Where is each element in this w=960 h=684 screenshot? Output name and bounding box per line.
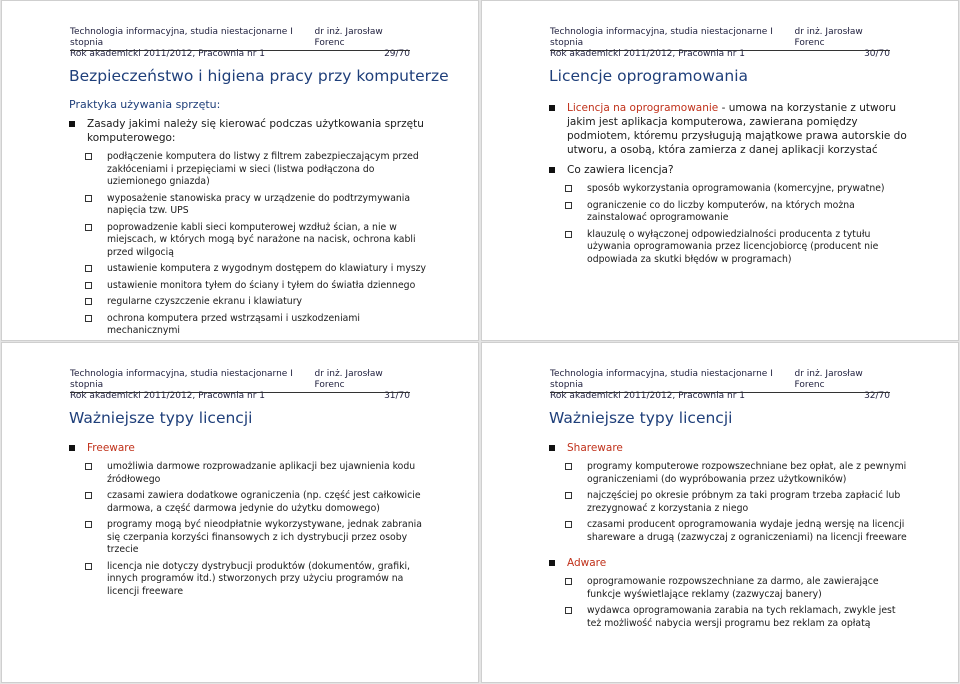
slide-subtitle: Praktyka używania sprzętu:: [69, 98, 221, 111]
hollow-square-bullet-icon: [85, 153, 92, 160]
slide-title: Bezpieczeństwo i higiena pracy przy komputerze: [69, 67, 449, 85]
hollow-square-bullet-icon: [85, 224, 92, 231]
definition-term: Licencja na oprogramowanie: [567, 102, 719, 114]
page-number: 31/70: [384, 391, 410, 401]
header-year: Rok akademicki 2011/2012, Pracownia nr 1: [550, 49, 745, 59]
list-item: ustawienie komputera z wygodnym dostępem do klawiatury i myszy: [69, 263, 430, 276]
slide-title: Ważniejsze typy licencji: [549, 409, 733, 427]
list-item: czasami zawiera dodatkowe ograniczenia (np. część jest całkowicie darmowa, a część darmowa jedynie do użytku domowego): [69, 490, 430, 515]
header-divider: [550, 392, 890, 393]
list-item: [69, 441, 430, 455]
hollow-square-bullet-icon: [85, 463, 92, 470]
list-item: [549, 101, 910, 157]
header-year: Rok akademicki 2011/2012, Pracownia nr 1: [550, 391, 745, 401]
slide-header: [70, 27, 410, 60]
header-course: Technologia informacyjna, studia niestacjonarne I stopnia: [70, 369, 293, 390]
square-bullet-icon: [549, 167, 555, 173]
square-bullet-icon: [549, 445, 555, 451]
page-number: 32/70: [864, 391, 890, 401]
hollow-square-bullet-icon: [85, 492, 92, 499]
hollow-square-bullet-icon: [565, 202, 572, 209]
list-item: programy komputerowe rozpowszechniane bez opłat, ale z pewnymi ograniczeniami (do wypróbowania przez użytkowników): [549, 461, 910, 486]
list-item: wydawca oprogramowania zarabia na tych reklamach, zwykle jest też możliwość nabycia wersji programu bez reklam za opłatą: [549, 605, 910, 630]
slide-header: [550, 369, 890, 402]
header-course: Technologia informacyjna, studia niestacjonarne I stopnia: [550, 27, 773, 48]
square-bullet-icon: [69, 445, 75, 451]
list-item: programy mogą być nieodpłatnie wykorzystywane, jednak zabrania się czerpania korzyści finansowych z ich dystrybucji przez osoby trzecie: [69, 519, 430, 557]
header-year: Rok akademicki 2011/2012, Pracownia nr 1: [70, 391, 265, 401]
hollow-square-bullet-icon: [85, 563, 92, 570]
slide-content: [69, 117, 430, 342]
slide-content: [69, 441, 430, 602]
hollow-square-bullet-icon: [85, 195, 92, 202]
license-heading: Shareware: [567, 442, 623, 454]
list-item: wyposażenie stanowiska pracy w urządzenie do podtrzymywania napięcia tzw. UPS: [69, 193, 430, 218]
list-item: poprowadzenie kabli sieci komputerowej wzdłuż ścian, a nie w miejscach, w których mogą być narażone na nacisk, ochrona kabli przed wilgocią: [69, 222, 430, 260]
hollow-square-bullet-icon: [565, 578, 572, 585]
header-year: Rok akademicki 2011/2012, Pracownia nr 1: [70, 49, 265, 59]
header-course: Technologia informacyjna, studia niestacjonarne I stopnia: [550, 369, 773, 390]
definition-text: - umowa na korzystanie z utworu jakim jest aplikacja komputerowa, zawierana pomiędzy podmiotem, któremu przysługują majątkowe prawa autorskie do utworu, a osobą, która zamierza z danej aplikacji korzystać: [567, 102, 907, 156]
slide-30: [481, 0, 959, 341]
header-author: dr inż. Jarosław Forenc: [314, 27, 383, 48]
license-heading: Adware: [567, 557, 607, 569]
page-number: 30/70: [864, 49, 890, 59]
list-item: regularne czyszczenie ekranu i klawiatury: [69, 296, 430, 309]
list-item: ustawienie monitora tyłem do ściany i tyłem do światła dziennego: [69, 280, 430, 293]
hollow-square-bullet-icon: [85, 315, 92, 322]
hollow-square-bullet-icon: [565, 521, 572, 528]
page-number: 29/70: [384, 49, 410, 59]
hollow-square-bullet-icon: [565, 607, 572, 614]
spacer: [549, 548, 910, 556]
hollow-square-bullet-icon: [85, 521, 92, 528]
slide-header: [70, 369, 410, 402]
list-item: [549, 441, 910, 455]
list-item: Co zawiera licencja?: [549, 163, 910, 177]
slide-29: [1, 0, 479, 341]
header-author: dr inż. Jarosław Forenc: [794, 369, 863, 390]
slide-32: [481, 342, 959, 683]
hollow-square-bullet-icon: [565, 231, 572, 238]
square-bullet-icon: [549, 105, 555, 111]
slide-31: [1, 342, 479, 683]
hollow-square-bullet-icon: [565, 185, 572, 192]
slide-content: [549, 441, 910, 634]
hollow-square-bullet-icon: [85, 265, 92, 272]
hollow-square-bullet-icon: [85, 298, 92, 305]
hollow-square-bullet-icon: [565, 463, 572, 470]
list-item: oprogramowanie rozpowszechniane za darmo, ale zawierające funkcje wyświetlające reklamy (zazwyczaj banery): [549, 576, 910, 601]
list-item: Zasady jakimi należy się kierować podczas użytkowania sprzętu komputerowego:: [69, 117, 430, 145]
list-item: podłączenie komputera do listwy z filtrem zabezpieczającym przed zakłóceniami i przepięciami w sieci (listwa podłączona do uziemionego gniazda): [69, 151, 430, 189]
square-bullet-icon: [549, 560, 555, 566]
header-divider: [70, 392, 410, 393]
list-item: [549, 556, 910, 570]
list-item: najczęściej po okresie próbnym za taki program trzeba zapłacić lub zrezygnować z korzystania z niego: [549, 490, 910, 515]
list-item: czasami producent oprogramowania wydaje jedną wersję na licencji shareware a drugą (zazwyczaj z ograniczeniami) na licencji freeware: [549, 519, 910, 544]
hollow-square-bullet-icon: [565, 492, 572, 499]
license-heading: Freeware: [87, 442, 135, 454]
header-course: Technologia informacyjna, studia niestacjonarne I stopnia: [70, 27, 293, 48]
list-item: ograniczenie co do liczby komputerów, na których można zainstalować oprogramowanie: [549, 200, 910, 225]
slide-header: [550, 27, 890, 60]
header-divider: [70, 50, 410, 51]
slide-title: Licencje oprogramowania: [549, 67, 749, 85]
header-divider: [550, 50, 890, 51]
slide-content: [549, 101, 910, 270]
header-author: dr inż. Jarosław Forenc: [794, 27, 863, 48]
list-item: ochrona komputera przed wstrząsami i uszkodzeniami mechanicznymi: [69, 313, 430, 338]
header-author: dr inż. Jarosław Forenc: [314, 369, 383, 390]
list-item: sposób wykorzystania oprogramowania (komercyjne, prywatne): [549, 183, 910, 196]
list-item: licencja nie dotyczy dystrybucji produktów (dokumentów, grafiki, innych programów itd.) stworzonych przy użyciu programów na licencji freeware: [69, 561, 430, 599]
square-bullet-icon: [69, 121, 75, 127]
list-item: umożliwia darmowe rozprowadzanie aplikacji bez ujawnienia kodu źródłowego: [69, 461, 430, 486]
list-item: klauzulę o wyłączonej odpowiedzialności producenta z tytułu używania oprogramowania przez licencjobiorcę (producent nie odpowiada za skutki błędów w programach): [549, 229, 910, 267]
hollow-square-bullet-icon: [85, 282, 92, 289]
slide-title: Ważniejsze typy licencji: [69, 409, 253, 427]
